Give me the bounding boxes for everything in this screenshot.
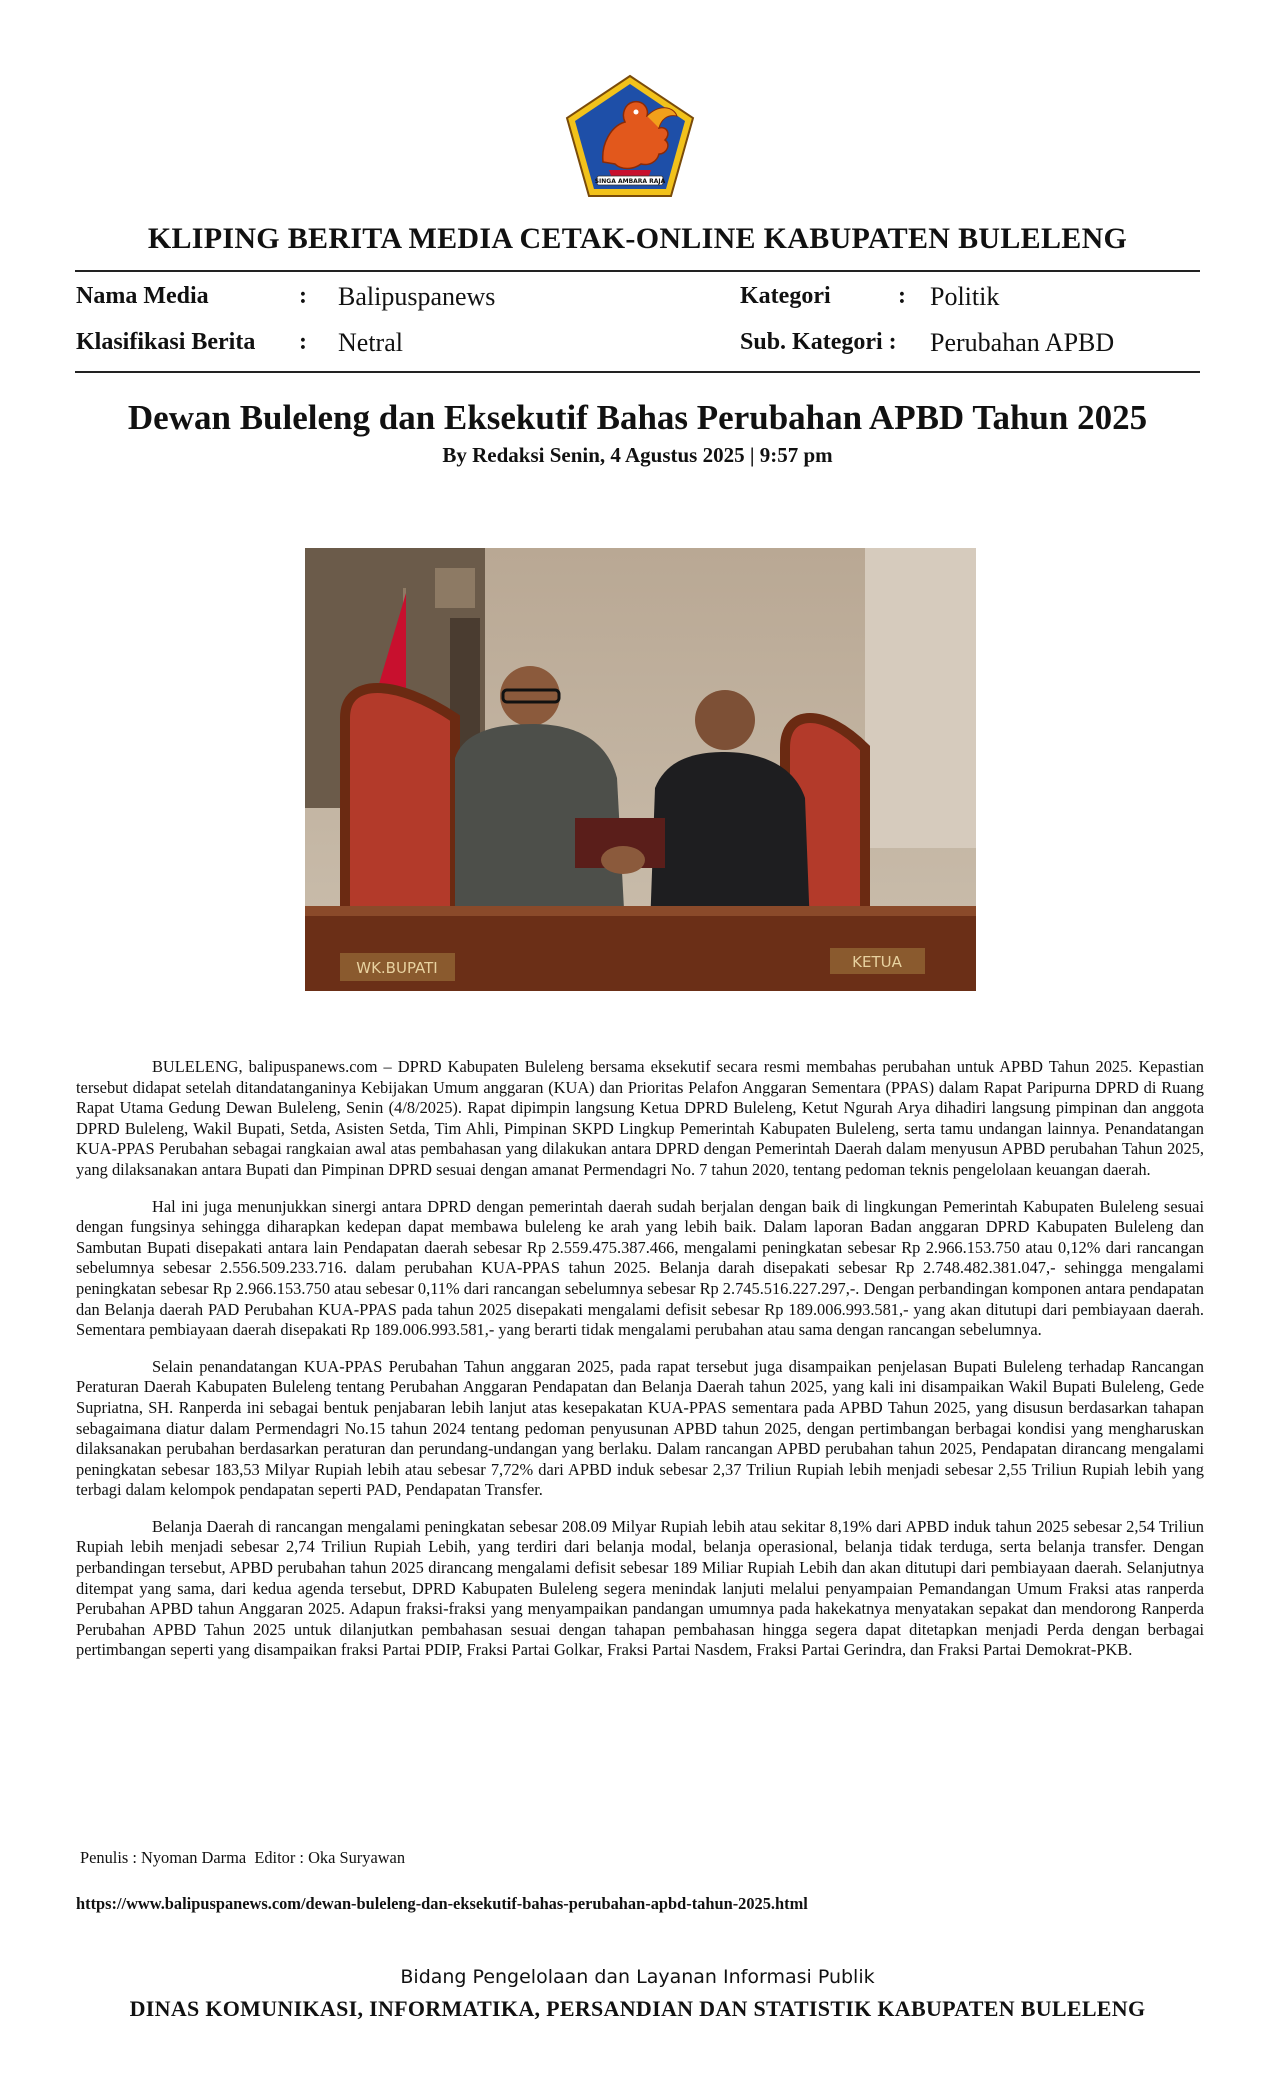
media-colon: : (299, 283, 307, 309)
footer-division: Bidang Pengelolaan dan Layanan Informasi Publik (400, 1966, 875, 1988)
subkategori-label: Sub. Kategori : (740, 329, 897, 355)
article-source-link[interactable]: https://www.balipuspanews.com/dewan-buleleng-dan-eksekutif-bahas-perubahan-apbd-tahun-2025.html (76, 1894, 808, 1913)
article-paragraph: Hal ini juga menunjukkan sinergi antara DPRD dengan pemerintah daerah sudah berjalan dengan baik di lingkungan Pemerintah Kabupaten Buleleng sesuai dengan fungsinya sehingga diharapkan kedepan dapat membawa buleleng ke arah yang lebih baik. Dalam laporan Badan anggaran DPRD Kabupaten Buleleng dan Sambutan Bupati disepakati antara lain Pendapatan daerah sebesar Rp 2.559.475.387.466, mengalami peningkatan sebesar Rp 2.966.153.750 atau 0,12% dari rancangan sebelumnya sebesar 2.556.509.233.716. dalam perubahan KUA-PPAS tahun 2025. Belanja darah disepakati sebesar Rp 2.748.482.381.047,- sehingga mengalami peningkatan sebesar Rp 2.966.153.750 atau sebesar 0,11% dari rancangan sebelumnya sebesar Rp 2.745.516.227.297,-. Dengan perbandingan komponen antara pendapatan dan Belanja daerah PAD Perubahan KUA-PPAS pada tahun 2025 disepakati mengalami defisit sebesar Rp 189.006.993.581,- yang akan ditutupi dari pembiayaan daerah. Sementara pembiayaan daerah disepakati Rp 189.006.993.581,- yang berarti tidak mengalami perubahan atau sama dengan rancangan sebelumnya. (76, 1196, 1204, 1340)
top-divider (75, 270, 1200, 272)
kategori-colon: : (898, 283, 906, 309)
kategori-label: Kategori (740, 283, 831, 309)
footer-agency: DINAS KOMUNIKASI, INFORMATIKA, PERSANDIAN DAN STATISTIK KABUPATEN BULELENG (129, 1996, 1146, 2021)
klasifikasi-colon: : (299, 329, 307, 355)
article-paragraph: BULELENG, balipuspanews.com – DPRD Kabupaten Buleleng bersama eksekutif secara resmi membahas perubahan untuk APBD Tahun 2025. Kepastian tersebut didapat setelah ditandatanganinya Kebijakan Umum anggaran (KUA) dan Prioritas Pelafon Anggaran Sementara (PPAS) dalam Rapat Paripurna DPRD di Ruang Rapat Utama Gedung Dewan Buleleng, Senin (4/8/2025). Rapat dipimpin langsung Ketua DPRD Buleleng, Ketut Ngurah Arya dihadiri langsung pimpinan dan anggota DPRD Buleleng, Wakil Bupati, Setda, Asisten Setda, Tim Ahli, Pimpinan SKPD Lingkup Pemerintah Kabupaten Buleleng, serta tamu undangan lainnya. Penandatangan KUA-PPAS Perubahan sebagai rangkaian awal atas pembahasan yang dilakukan antara DPRD dengan Pemerintah Daerah dalam menyusun APBD perubahan Tahun 2025, yang dilaksanakan antara Bupati dan Pimpinan DPRD sesuai dengan amanat Permendagri No. 7 tahun 2020, tentang pedoman teknis pengelolaan keuangan daerah. (76, 1057, 1204, 1179)
kategori-value: Politik (930, 282, 1000, 311)
article-title: Dewan Buleleng dan Eksekutif Bahas Perubahan APBD Tahun 2025 (127, 398, 1148, 437)
article-byline: By Redaksi Senin, 4 Agustus 2025 | 9:57 pm (442, 443, 833, 467)
article-paragraph: Selain penandatangan KUA-PPAS Perubahan Tahun anggaran 2025, pada rapat tersebut juga disampaikan penjelasan Bupati Buleleng terhadap Rancangan Peraturan Daerah Kabupaten Buleleng tentang Perubahan Anggaran Pendapatan dan Belanja Daerah tahun 2025, yang kali ini disampaikan Wakil Bupati Buleleng, Gede Supriatna, SH. Ranperda ini sebagai bentuk penjabaran lebih lanjut atas kesepakatan KUA-PPAS sementara pada APBD Tahun 2025, yang disusun berdasarkan tahapan sebagaimana diatur dalam Permendagri No.15 tahun 2024 tentang pedoman penyusunan APBD tahun 2025, dengan pertimbangan berbagai kondisi yang mengharuskan dilaksanakan perubahan berdasarkan peraturan dan perundang-undangan yang berlaku. Dalam rancangan APBD perubahan tahun 2025, Pendapatan dirancang mengalami peningkatan sebesar 183,53 Milyar Rupiah lebih atau sebesar 7,72% dari APBD induk sebesar 2,37 Triliun Rupiah lebih menjadi sebesar 2,55 Triliun Rupiah lebih yang terbagi dalam kelompok pendapatan seperti PAD, Pendapatan Transfer. (76, 1356, 1204, 1500)
logo-caption: SINGA AMBARA RAJA (594, 178, 666, 185)
subkategori-value: Perubahan APBD (930, 328, 1115, 357)
buleleng-logo (563, 74, 697, 200)
klasifikasi-value: Netral (338, 328, 403, 357)
plaque-ketua: KETUA (852, 953, 902, 971)
article-paragraph: Belanja Daerah di rancangan mengalami peningkatan sebesar 208.09 Milyar Rupiah lebih atau sekitar 8,19% dari APBD induk tahun 2025 sebesar 2,54 Triliun Rupiah lebih menjadi sebesar 2,74 Triliun Rupiah Lebih, yang terdiri dari belanja modal, belanja operasional, belanja tidak terduga, serta belanja transfer. Dengan perbandingan tersebut, APBD perubahan tahun 2025 dirancang mengalami defisit sebesar 189 Miliar Rupiah Lebih dan akan ditutupi dari pembiayaan daerah. Selanjutnya ditempat yang sama, dari kedua agenda tersebut, DPRD Kabupaten Buleleng segera menindak lanjuti melalui penyampaian Pemandangan Umum Fraksi atas ranperda Perubahan APBD tahun Anggaran 2025. Adapun fraksi-fraksi yang menyampaikan pandangan umumnya pada hakekatnya menyatakan sepakat dan mendorong Ranperda Perubahan APBD Tahun 2025 untuk dilanjutkan pembahasan sesuai dengan tahapan pembahasan hingga segera dapat ditetapkan menjadi Perda dengan berbagai pertimbangan seperti yang disampaikan fraksi Partai PDIP, Fraksi Partai Golkar, Fraksi Partai Nasdem, Fraksi Partai Gerindra, dan Fraksi Partai Demokrat-PKB. (76, 1516, 1204, 1660)
clipping-header-title: KLIPING BERITA MEDIA CETAK-ONLINE KABUPATEN BULELENG (147, 222, 1128, 255)
meta-divider (75, 371, 1200, 373)
article-photo (305, 548, 976, 991)
article-body (76, 1057, 1204, 1677)
klasifikasi-label: Klasifikasi Berita (76, 329, 256, 355)
plaque-wakil-bupati: WK.BUPATI (356, 959, 438, 977)
media-label: Nama Media (76, 283, 209, 309)
article-credits: Penulis : Nyoman Darma Editor : Oka Suryawan (80, 1848, 406, 1867)
media-value: Balipuspanews (338, 282, 496, 311)
